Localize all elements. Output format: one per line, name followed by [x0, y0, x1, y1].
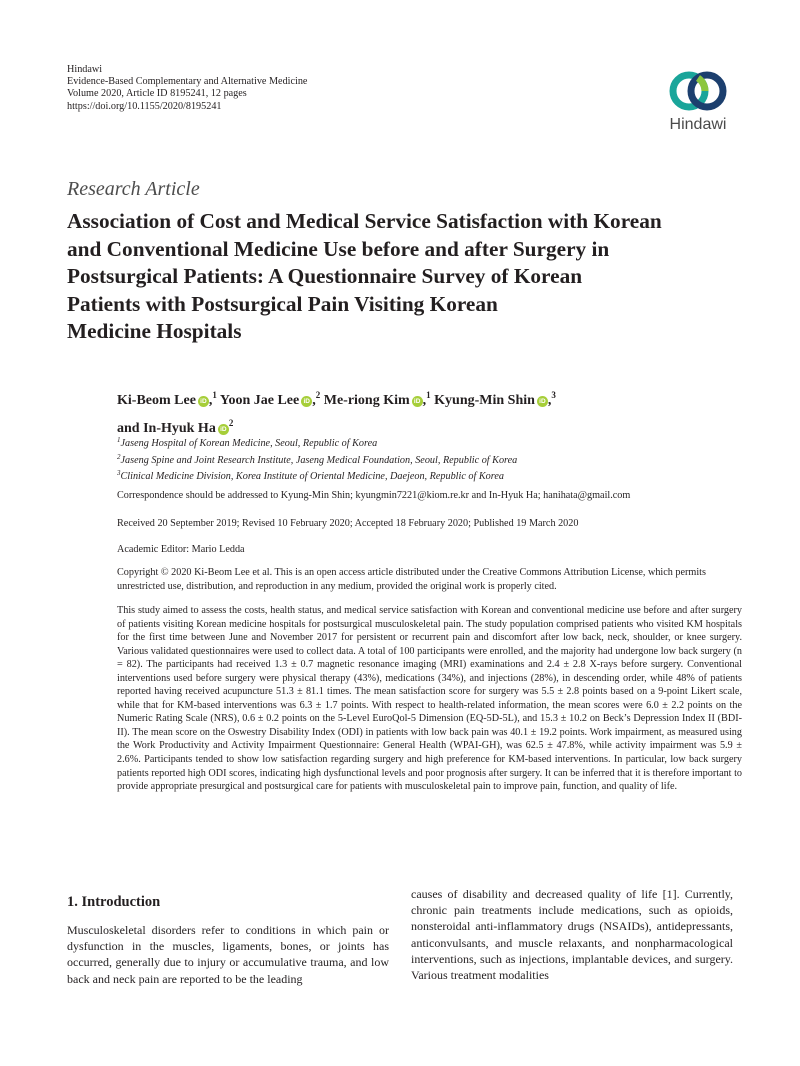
- author-name[interactable]: Kyung-Min Shin: [434, 393, 535, 408]
- academic-editor: Academic Editor: Mario Ledda: [117, 544, 245, 555]
- intro-column-left: Musculoskeletal disorders refer to conditions in which pain or dysfunction in the muscles, ligaments, bones, or joints has occurred, generally due to injury or accumulative trauma, and low back and neck pain are reported to be the leading: [67, 923, 389, 986]
- journal-name: Evidence-Based Complementary and Alternative Medicine: [67, 76, 308, 88]
- affiliation-marker: 3: [551, 390, 556, 400]
- affiliation-marker: 2: [228, 418, 234, 428]
- logo-wordmark: Hindawi: [669, 116, 727, 133]
- title-line: Patients with Postsurgical Pain Visiting Korean: [67, 291, 498, 316]
- copyright-notice: Copyright © 2020 Ki-Beom Lee et al. This is an open access article distributed under the Creative Commons Attribution License, which permits unrestricted use, distribution, and reproduction in any medium, provided the original work is properly cited.: [117, 567, 706, 592]
- author-list: [117, 384, 737, 440]
- author: Me-riong Kim iD ,$^1$: [323, 390, 431, 408]
- hindawi-logo-icon: [655, 66, 741, 116]
- volume-info: Volume 2020, Article ID 8195241, 12 pages: [67, 88, 247, 100]
- title-line: Medicine Hospitals: [67, 319, 242, 343]
- title-line: Postsurgical Patients: A Questionnaire Survey of Korean: [67, 264, 583, 288]
- affiliation-marker: 2: [315, 390, 321, 400]
- orcid-icon[interactable]: iD: [537, 396, 548, 407]
- orcid-icon[interactable]: iD: [218, 424, 229, 435]
- orcid-icon[interactable]: iD: [301, 396, 312, 407]
- abstract: This study aimed to assess the costs, health status, and medical service satisfaction with Korean and conventional medicine use before and after surgery of patients visiting Korean medicine hospitals for postsurgical musculoskeletal pain. The study population comprised patients who visited KM hospitals for the first time between June and November 2017 for persistent or recurrent pain and discomfort after low back, neck, shoulder, or knee surgery. Various validated questionnaires were used to collect data. A total of 100 participants were enrolled, and the majority had undergone low back surgery (n = 82). The participants had received 1.3 ± 0.7 magnetic resonance imaging (MRI) examinations and 2.4 ± 2.8 X-rays before surgery. Conventional interventions used before surgery were physical therapy (43%), medications (34%), and injections (28%), in descending order, while 48% of patients reported having received acupuncture 51.3 ± 81.1 times. The mean satisfaction score for surgery was 5.5 ± 2.8 points based on a 9-point Likert scale, while that for KM-based interventions was 6.3 ± 1.7 points. With respect to health-related information, the mean scores were 6.0 ± 2.2 points on the Numeric Rating Scale (NRS), 0.6 ± 0.2 points on the 5-Level EuroQol-5 Dimension (EQ-5D-5L), and 15.3 ± 10.2 on Beck’s Depression Index II (BDI-II). The mean score on the Oswestry Disability Index (ODI) in patients with low back pain was 40.1 ± 19.2 points. Work impairment, as measured using the Work Productivity and Activity Impairment Questionnaire: General Health (WPAI-GH), was 62.5 ± 47.8%, while activity impairment was 5.9 ± 2.6%. Participants tended to show low satisfaction regarding surgery and high preference for KM-based interventions. In particular, low back surgery patients reported high ODI scores, indicating high dysfunctional levels and poor prognosis after surgery. It can be inferred that it is therefore important to provide appropriate presurgical and postsurgical care for patients with musculoskeletal pain to improve pain, function, and quality of life.: [117, 605, 742, 793]
- affiliation: $^2$Jaseng Spine and Joint Research Institute, Jaseng Medical Foundation, Seoul, Republic of Korea: [117, 452, 518, 466]
- article-type: Research Article: [67, 178, 200, 200]
- correspondence: Correspondence should be addressed to Kyung-Min Shin; kyungmin7221@kiom.re.kr and In-Hyuk Ha; hanihata@gmail.com: [117, 490, 631, 501]
- author-name[interactable]: Me-riong Kim: [323, 393, 410, 408]
- publication-dates: Received 20 September 2019; Revised 10 February 2020; Accepted 18 February 2020; Published 19 March 2020: [117, 518, 579, 529]
- intro-column-right: causes of disability and decreased quality of life [1]. Currently, chronic pain treatments include medications, such as opioids, nonsteroidal anti-inflammatory drugs (NSAIDs), antidepressants, anticonvulsants, and muscle relaxants, and nonpharmacological interventions, such as injections, implantable devices, and surgery. Various treatment modalities: [411, 887, 733, 983]
- author-name[interactable]: Ki-Beom Lee: [117, 393, 196, 408]
- hindawi-logo: [655, 66, 741, 136]
- paper-title: [67, 208, 747, 346]
- orcid-icon[interactable]: iD: [198, 396, 209, 407]
- affiliation: $^1$Jaseng Hospital of Korean Medicine, Seoul, Republic of Korea: [117, 436, 378, 449]
- author: Kyung-Min Shin iD ,$^3$: [434, 390, 556, 408]
- title-line: Association of Cost and Medical Service Satisfaction with Korean: [67, 209, 662, 233]
- author: Yoon Jae Lee iD ,$^2$: [219, 390, 321, 408]
- author-name[interactable]: Yoon Jae Lee: [219, 393, 300, 408]
- affiliation-marker: 1: [426, 390, 431, 400]
- doi-link[interactable]: https://doi.org/10.1155/2020/8195241: [67, 100, 222, 112]
- publisher-name: Hindawi: [67, 64, 103, 75]
- orcid-icon[interactable]: iD: [412, 396, 423, 407]
- author: and In-Hyuk Ha $iD^2$: [117, 418, 234, 436]
- affiliation: $^3$Clinical Medicine Division, Korea Institute of Oriental Medicine, Daejeon, Republic of Korea: [117, 469, 504, 482]
- author: Ki-Beom Lee iD ,$^1$: [117, 390, 217, 408]
- section-heading: 1. Introduction: [67, 894, 161, 910]
- author-name[interactable]: In-Hyuk Ha: [143, 421, 216, 436]
- affiliations: [117, 434, 517, 484]
- title-line: and Conventional Medicine Use before and after Surgery in: [67, 236, 610, 261]
- affiliation-marker: 1: [212, 390, 217, 400]
- journal-header: [67, 64, 307, 113]
